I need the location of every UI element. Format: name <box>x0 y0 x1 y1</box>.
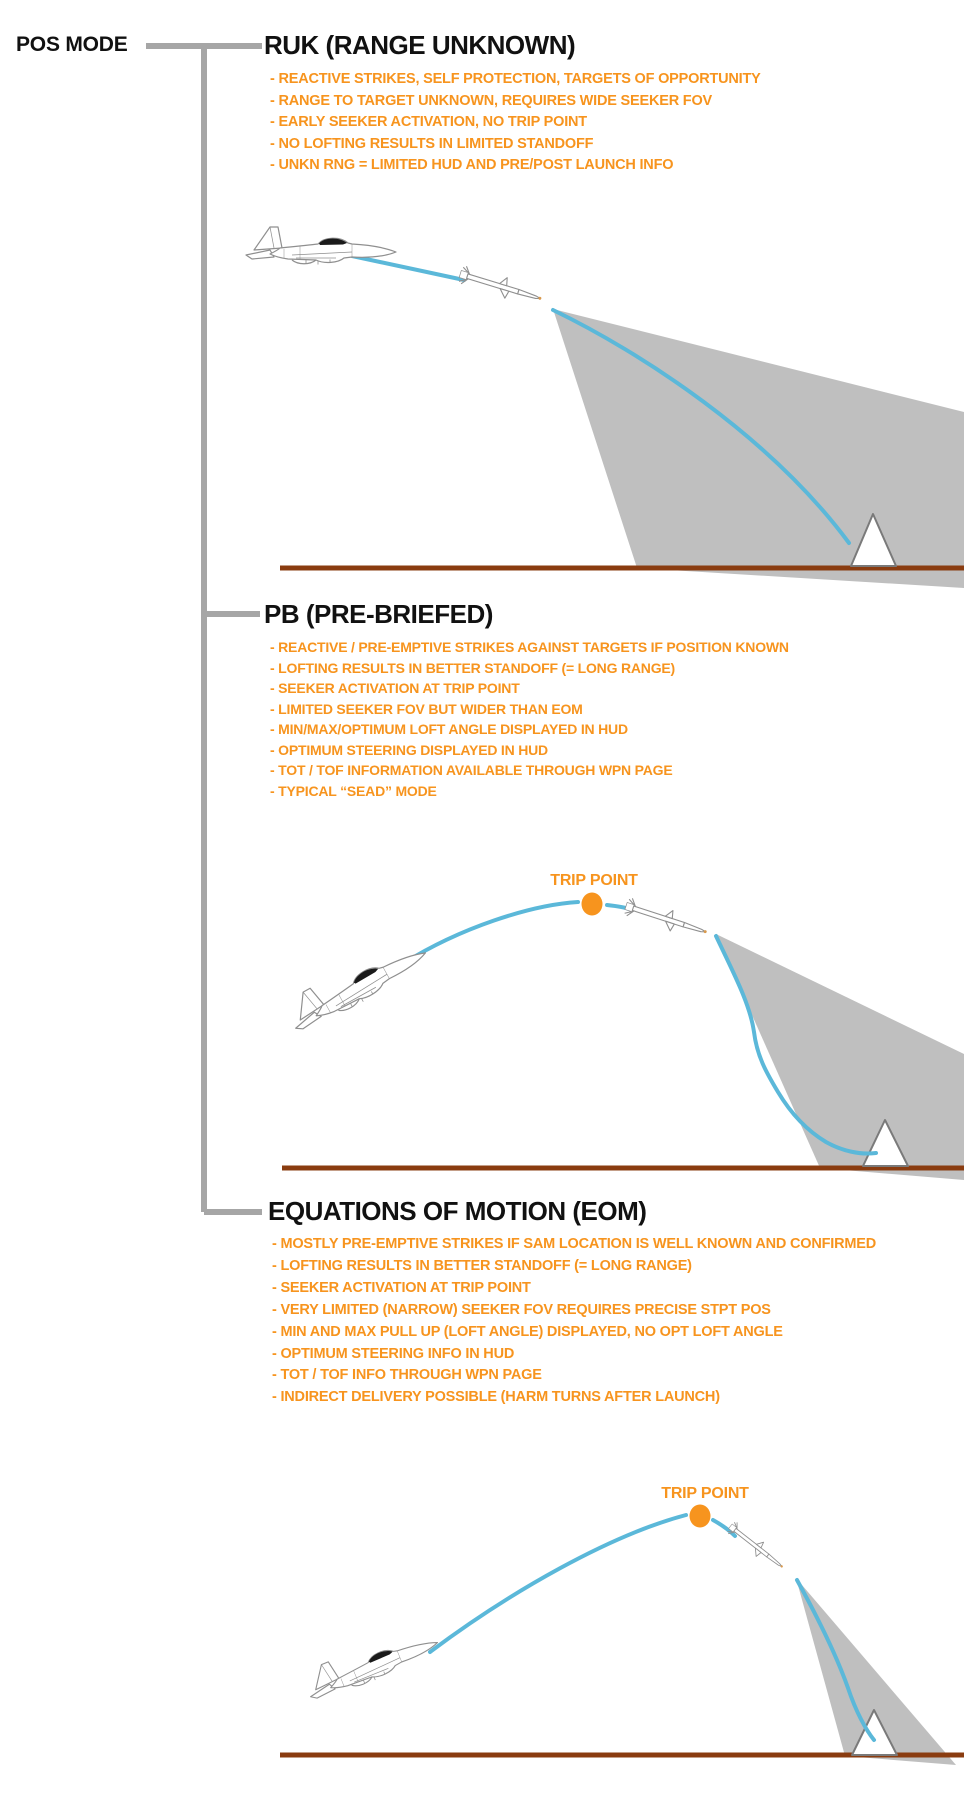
harm-missile-icon <box>623 896 710 941</box>
bullet: - OPTIMUM STEERING DISPLAYED IN HUD <box>270 741 548 758</box>
ruk-diagram <box>246 227 964 588</box>
bullet: - REACTIVE / PRE-EMPTIVE STRIKES AGAINST TARGETS IF POSITION KNOWN <box>270 639 789 655</box>
f16-aircraft-icon <box>301 1621 442 1705</box>
page-title: POS MODE <box>16 33 128 56</box>
harm-missile-icon <box>457 264 544 308</box>
bullet: - EARLY SEEKER ACTIVATION, NO TRIP POINT <box>270 114 587 130</box>
section-heading-pb: PB (PRE-BRIEFED) <box>264 599 493 629</box>
loft-trajectory-path <box>404 902 578 963</box>
bullet: - NO LOFTING RESULTS IN LIMITED STANDOFF <box>270 135 594 152</box>
bullet: - LOFTING RESULTS IN BETTER STANDOFF (= LONG RANGE) <box>270 659 675 676</box>
f16-aircraft-icon <box>282 931 431 1037</box>
bullet: - SEEKER ACTIVATION AT TRIP POINT <box>272 1279 531 1296</box>
bullet: - SEEKER ACTIVATION AT TRIP POINT <box>270 680 520 696</box>
trip-point-marker <box>582 893 603 916</box>
bullet: - TOT / TOF INFORMATION AVAILABLE THROUGH WPN PAGE <box>270 762 673 778</box>
bullet: - REACTIVE STRIKES, SELF PROTECTION, TARGETS OF OPPORTUNITY <box>270 71 761 87</box>
seeker-fov-cone <box>716 934 964 1180</box>
bullet: - OPTIMUM STEERING INFO IN HUD <box>272 1345 515 1362</box>
harm-missile-icon <box>725 1520 787 1573</box>
bullet: - VERY LIMITED (NARROW) SEEKER FOV REQUIRES PRECISE STPT POS <box>272 1301 771 1318</box>
bullet: - TOT / TOF INFO THROUGH WPN PAGE <box>272 1367 542 1384</box>
loft-trajectory-path <box>430 1515 686 1652</box>
bullet-list-eom <box>272 1234 876 1409</box>
trip-point-marker <box>690 1505 711 1528</box>
section-heading-ruk: RUK (RANGE UNKNOWN) <box>264 30 576 60</box>
pb-diagram <box>282 893 964 1181</box>
bullet-list-pb <box>270 637 789 801</box>
bullet: - MOSTLY PRE-EMPTIVE STRIKES IF SAM LOCATION IS WELL KNOWN AND CONFIRMED <box>272 1236 877 1252</box>
trip-point-label: TRIP POINT <box>661 1485 749 1502</box>
bullet: - LIMITED SEEKER FOV BUT WIDER THAN EOM <box>270 700 583 717</box>
bullet: - INDIRECT DELIVERY POSSIBLE (HARM TURNS AFTER LAUNCH) <box>272 1389 720 1406</box>
bullet: - LOFTING RESULTS IN BETTER STANDOFF (= LONG RANGE) <box>272 1257 692 1274</box>
bullet: - MIN AND MAX PULL UP (LOFT ANGLE) DISPLAYED, NO OPT LOFT ANGLE <box>272 1323 783 1340</box>
missile-trajectory-path <box>352 256 464 280</box>
eom-diagram <box>280 1505 964 1766</box>
trip-point-label: TRIP POINT <box>550 872 638 889</box>
section-heading-eom: EQUATIONS OF MOTION (EOM) <box>268 1196 647 1226</box>
connector-tree <box>146 44 262 1212</box>
bullet: - MIN/MAX/OPTIMUM LOFT ANGLE DISPLAYED IN HUD <box>270 721 628 737</box>
bullet: - RANGE TO TARGET UNKNOWN, REQUIRES WIDE SEEKER FOV <box>270 92 713 109</box>
bullet: - UNKN RNG = LIMITED HUD AND PRE/POST LAUNCH INFO <box>270 157 674 173</box>
bullet: - TYPICAL “SEAD” MODE <box>270 782 437 799</box>
bullet-list-ruk <box>270 69 761 177</box>
